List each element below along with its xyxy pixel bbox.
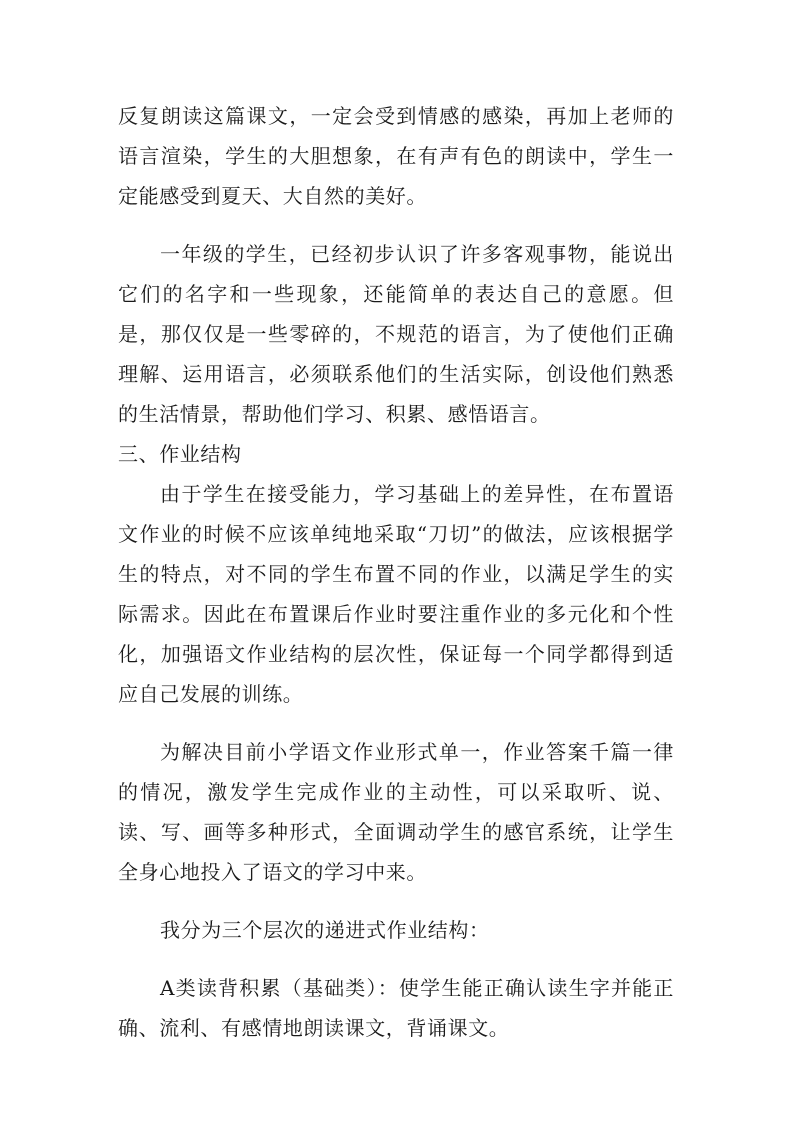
paragraph-first-grade-students: 一年级的学生，已经初步认识了许多客观事物，能说出它们的名字和一些现象，还能简单的表达自己的意愿。但是，那仅仅是一些零碎的，不规范的语言，为了使他们正确理解、运用语言，必须联系他们的生活实际，创设他们熟悉的生活情景，帮助他们学习、积累、感悟语言。 [118,242,674,426]
paragraph-homework-forms: 为解决目前小学语文作业形式单一，作业答案千篇一律的情况，激发学生完成作业的主动性，可以采取听、说、读、写、画等多种形式，全面调动学生的感官系统，让学生全身心地投入了语文的学习中来。 [118,740,674,884]
document-body [118,96,674,1048]
section-heading-homework-structure: 三、作业结构 [118,442,242,466]
paragraph-student-differences: 由于学生在接受能力，学习基础上的差异性，在布置语文作业的时候不应该单纯地采取“刀切”的做法，应该根据学生的特点，对不同的学生布置不同的作业，以满足学生的实际需求。因此在布置课后作业时要注重作业的多元化和个性化，加强语文作业结构的层次性，保证每一个同学都得到适应自己发展的训练。 [118,482,674,706]
paragraph-three-levels: 我分为三个层次的递进式作业结构： [160,918,490,942]
paragraph-reading-aloud: 反复朗读这篇课文，一定会受到情感的感染，再加上老师的语言渲染，学生的大胆想象，在有声有色的朗读中，学生一定能感受到夏天、大自然的美好。 [118,104,674,208]
paragraph-level-a: A类读背积累（基础类）：使学生能正确认读生字并能正确、流利、有感情地朗读课文，背诵课文。 [118,976,674,1040]
